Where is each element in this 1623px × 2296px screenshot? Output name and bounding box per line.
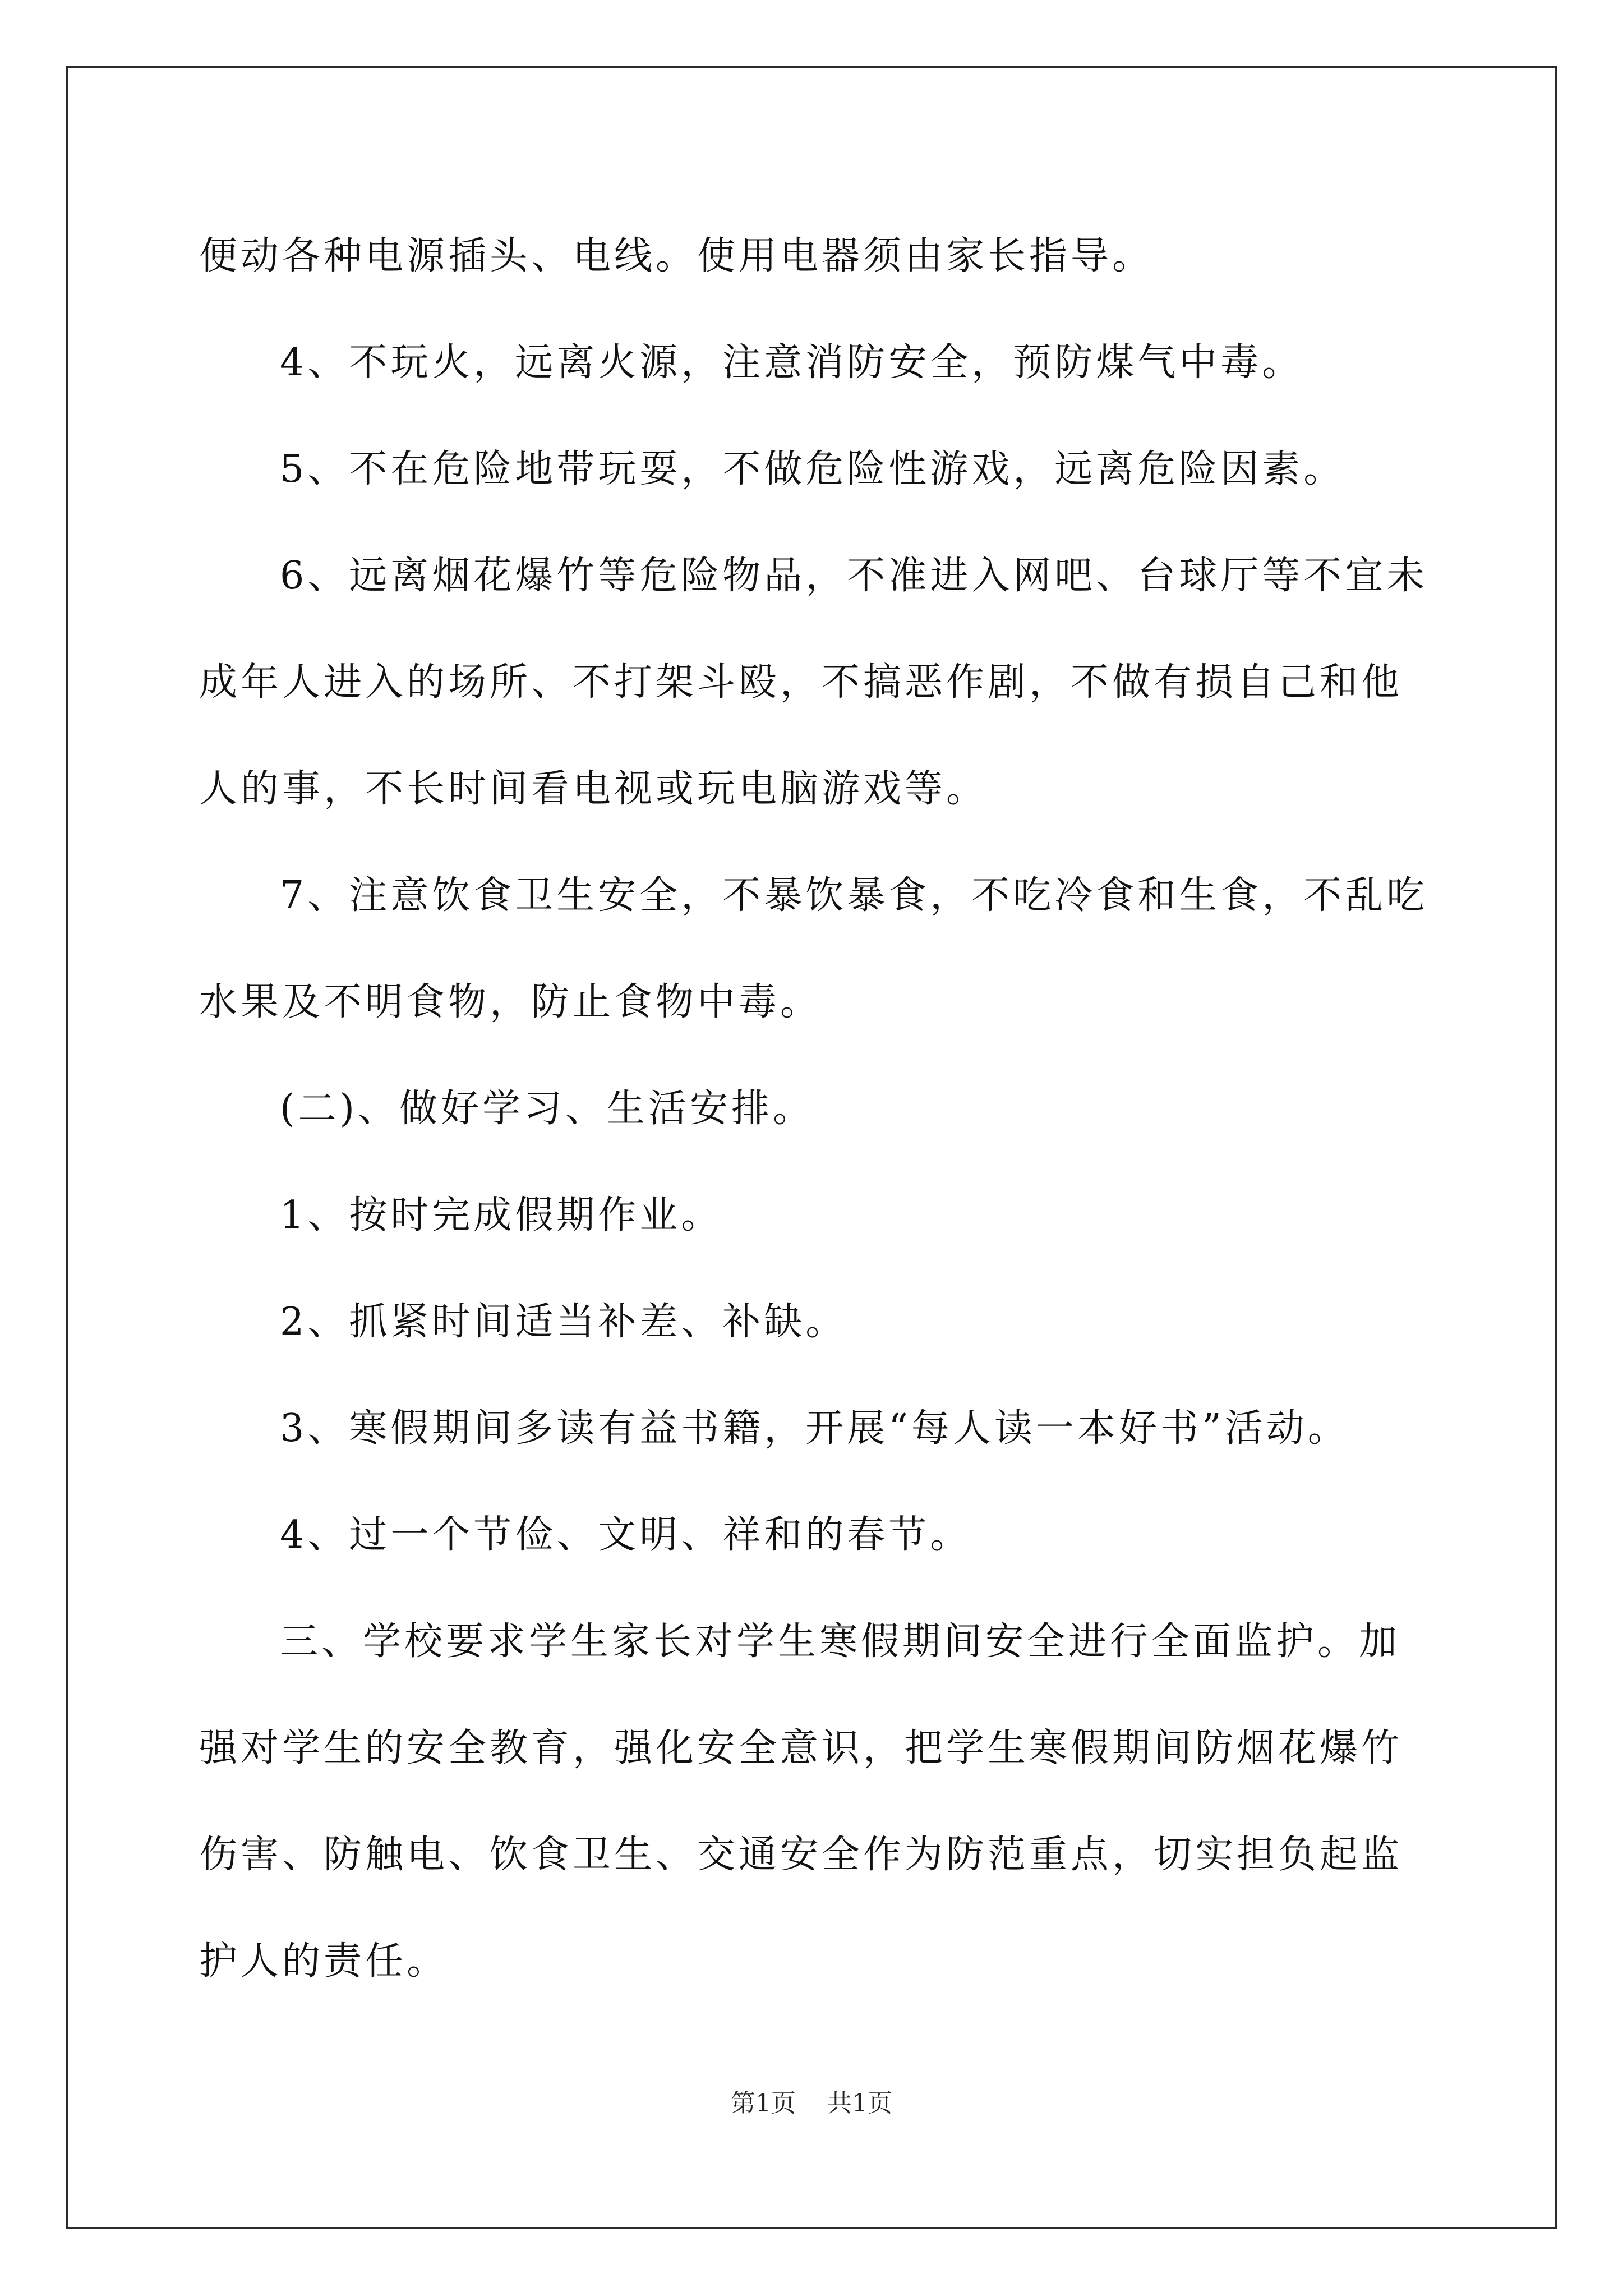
document-body [199, 203, 1438, 2015]
page-footer [0, 2087, 1623, 2120]
paragraph-study-4: 4、过一个节俭、文明、祥和的春节。 [280, 1513, 972, 1557]
paragraph-item-6: 6、远离烟花爆竹等危险物品，不准进入网吧、台球厅等不宜未成年人进入的场所、不打架斗殴，不搞恶作剧，不做有损自己和他人的事，不长时间看电视或玩电脑游戏等。 [199, 554, 1428, 811]
paragraph-item-4: 4、不玩火，远离火源，注意消防安全，预防煤气中毒。 [280, 341, 1304, 385]
page-number: 第1页 [731, 2089, 796, 2118]
paragraph-item-5: 5、不在危险地带玩耍，不做危险性游戏，远离危险因素。 [280, 447, 1345, 491]
paragraph-section-3: 三、学校要求学生家长对学生寒假期间安全进行全面监护。加强对学生的安全教育，强化安全意识，把学生寒假期间防烟花爆竹伤害、防触电、饮食卫生、交通安全作为防范重点，切实担负起监护人的责任。 [199, 1619, 1403, 1984]
paragraph-continuation: 便动各种电源插头、电线。使用电器须由家长指导。 [199, 234, 1154, 278]
page-total: 共1页 [827, 2089, 892, 2118]
paragraph-study-2: 2、抓紧时间适当补差、补缺。 [280, 1300, 847, 1344]
paragraph-study-3: 3、寒假期间多读有益书籍，开展“每人读一本好书”活动。 [280, 1406, 1349, 1451]
section-heading-2: (二)、做好学习、生活安排。 [280, 1087, 815, 1131]
paragraph-study-1: 1、按时完成假期作业。 [280, 1193, 723, 1237]
paragraph-item-7: 7、注意饮食卫生安全，不暴饮暴食，不吃冷食和生食，不乱吃水果及不明食物，防止食物中毒。 [199, 873, 1428, 1024]
